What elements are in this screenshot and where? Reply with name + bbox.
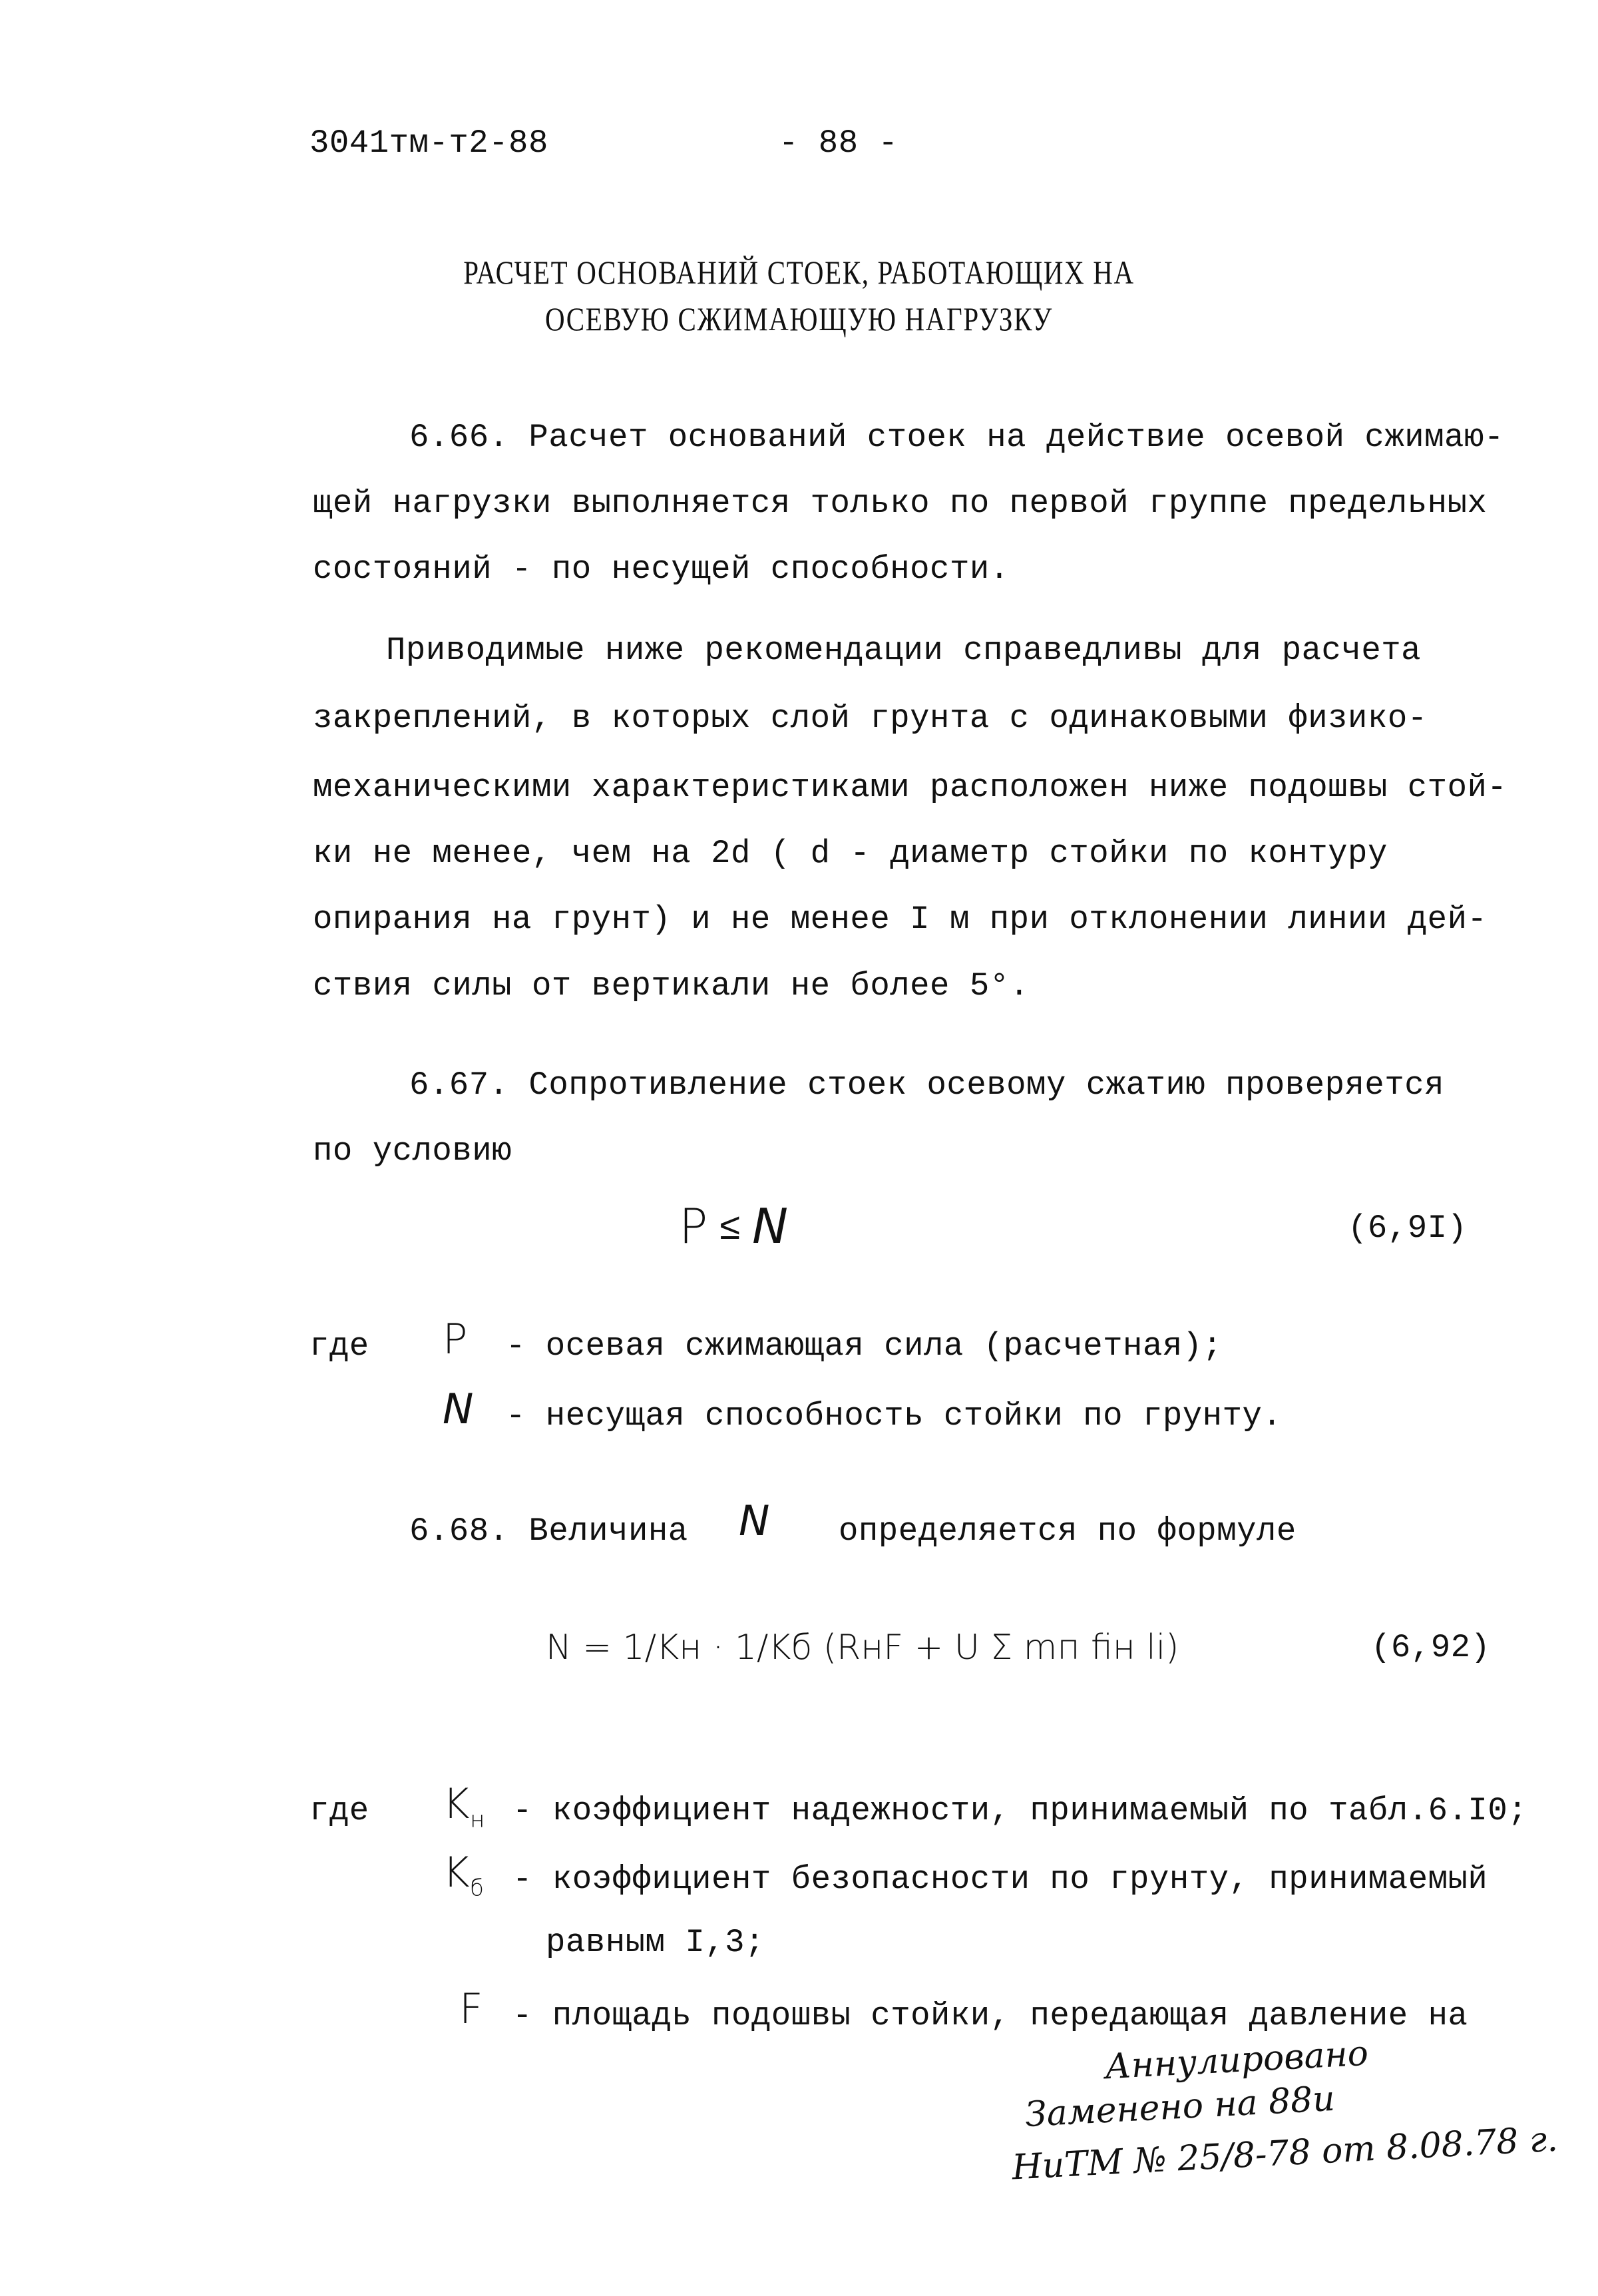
eq-operator: ≤ <box>719 1205 741 1248</box>
symbol-kb <box>443 1848 485 1908</box>
para-rec-line: закреплений, в которых слой грунта с одинаковыми физико- <box>313 700 1428 737</box>
handwritten-note-line: Аннулировано <box>1103 2033 1370 2088</box>
where-def: - коэффициент надежности, принимаемый по табл.6.I0; <box>512 1792 1528 1829</box>
symbol-f: F <box>459 1984 484 2033</box>
subscript: н <box>470 1806 485 1833</box>
where-def: - осевая сжимающая сила (расчетная); <box>506 1327 1223 1365</box>
where-def: - площадь подошвы стойки, передающая давление на <box>512 1997 1468 2034</box>
symbol-p: P <box>443 1315 468 1363</box>
para-rec-line: опирания на грунт) и не менее I м при отклонении линии дей- <box>313 901 1488 938</box>
section-title-line-1: РАСЧЕТ ОСНОВАНИЙ СТОЕК, РАБОТАЮЩИХ НА <box>463 254 1135 291</box>
para-667-line: 6.67. Сопротивление стоек осевому сжатию проверяется <box>409 1066 1445 1104</box>
equation-6-91 <box>679 1198 788 1254</box>
doc-code: 3041тм-т2-88 <box>309 124 548 162</box>
equation-6-92: N = 1/Kн · 1/Kб (RнF + U Σ mп fiн li) <box>546 1628 1179 1668</box>
section-title-line-2: ОСЕВУЮ СЖИМАЮЩУЮ НАГРУЗКУ <box>545 300 1053 338</box>
para-666-line: 6.66. Расчет оснований стоек на действие осевой сжимаю- <box>409 419 1504 456</box>
where-def: - несущая способность стойки по грунту. <box>506 1397 1283 1435</box>
para-668-text: определяется по формуле <box>839 1512 1297 1550</box>
subscript: б <box>470 1875 485 1902</box>
equation-number: (6,92) <box>1371 1629 1491 1666</box>
eq-lhs: P <box>679 1198 708 1254</box>
symbol: K <box>443 1779 471 1828</box>
symbol: K <box>443 1848 471 1897</box>
where-def: - коэффициент безопасности по грунту, принимаемый <box>512 1861 1488 1898</box>
handwritten-note-line: Заменено на 88и <box>1024 2078 1336 2136</box>
para-rec-line: ствия силы от вертикали не более 5°. <box>313 967 1030 1005</box>
page-number: - 88 - <box>779 124 899 162</box>
para-rec-line: Приводимые ниже рекомендации справедливы для расчета <box>386 632 1422 669</box>
para-668-text: 6.68. Величина <box>409 1512 688 1550</box>
para-667-line: по условию <box>313 1132 512 1170</box>
where-label: где <box>309 1792 369 1829</box>
symbol-n: N <box>739 1496 770 1545</box>
where-label: где <box>309 1327 369 1365</box>
symbol-n: N <box>443 1385 474 1433</box>
equation-number: (6,9I) <box>1348 1210 1468 1247</box>
para-rec-line: ки не менее, чем на 2d ( d - диаметр стойки по контуру <box>313 835 1388 872</box>
symbol-kn <box>443 1779 485 1839</box>
para-666-line: щей нагрузки выполняется только по первой группе предельных <box>313 485 1488 522</box>
para-666-line: состояний - по несущей способности. <box>313 551 1010 588</box>
eq-rhs: N <box>752 1198 789 1254</box>
handwritten-note-line: НиТМ № 25/8-78 от 8.08.78 г. <box>1010 2119 1559 2188</box>
para-rec-line: механическими характеристиками расположен ниже подошвы стой- <box>313 769 1507 806</box>
where-def-cont: равным I,3; <box>546 1924 765 1961</box>
